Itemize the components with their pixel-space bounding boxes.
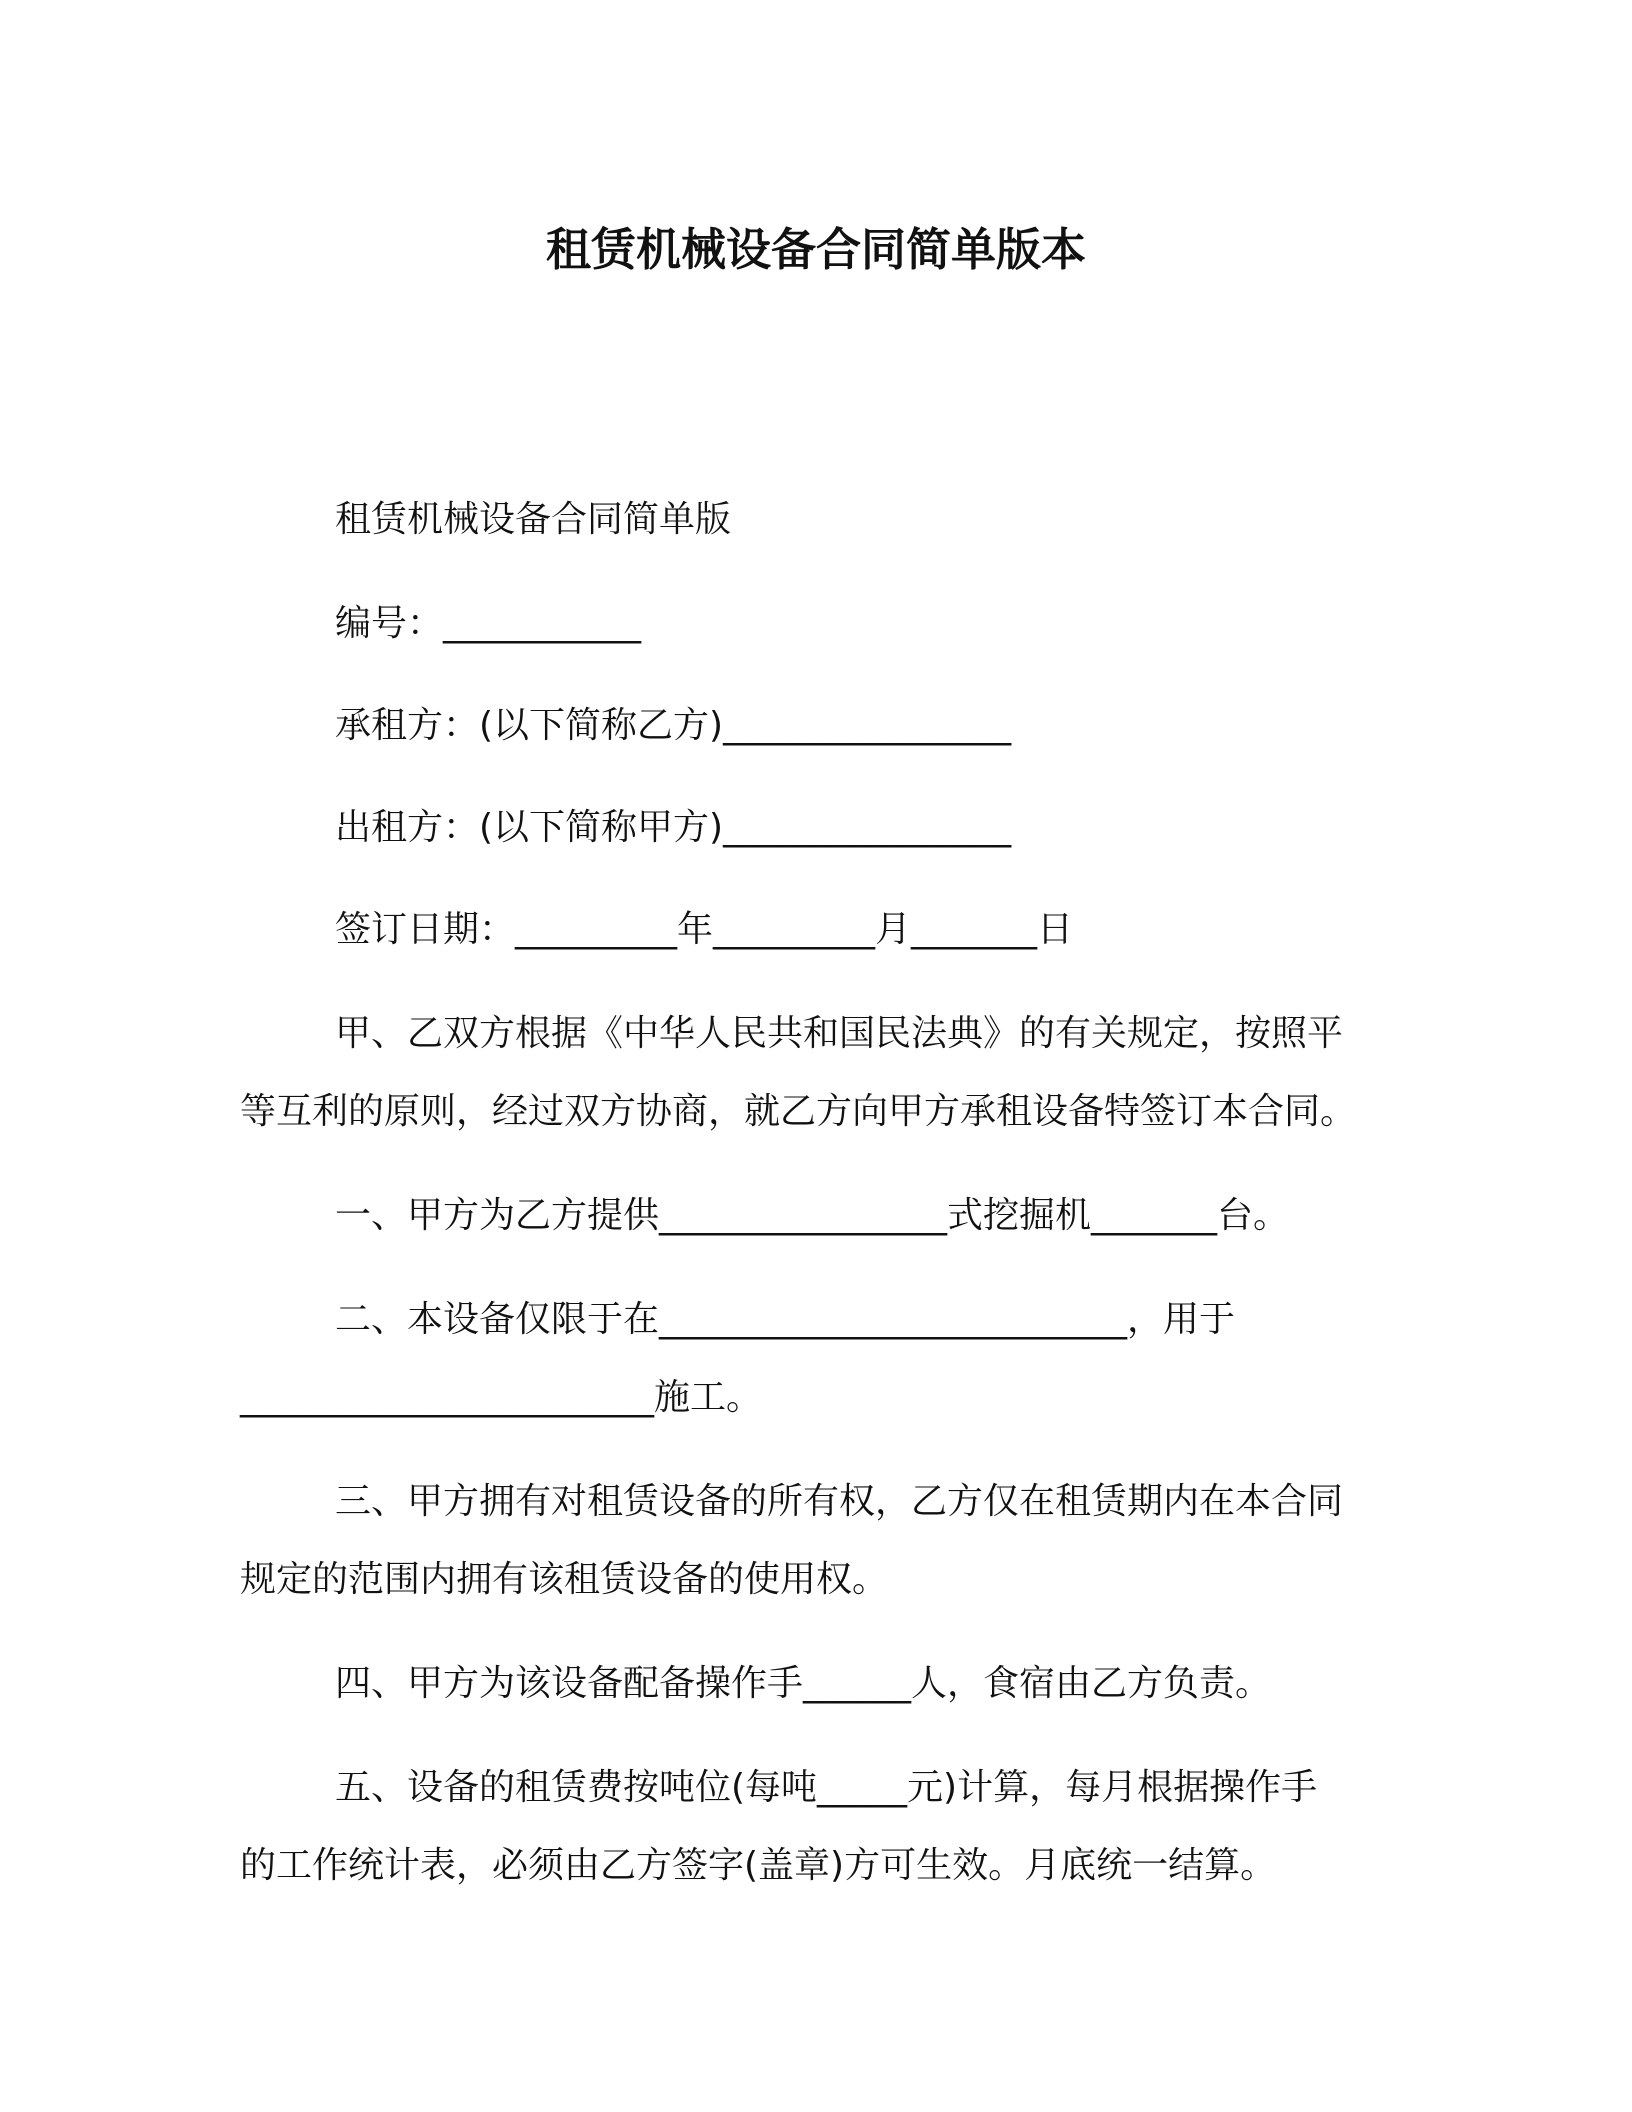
preamble-line-1: 甲、乙双方根据《中华人民共和国民法典》的有关规定，按照平	[335, 1013, 1344, 1054]
contract-number-line: 编号：___________	[335, 603, 642, 644]
preamble-line-2: 等互利的原则，经过双方协商，就乙方向甲方承租设备特签订本合同。	[240, 1091, 1357, 1132]
clause-2-line-1: 二、本设备仅限于在__________________________，用于	[335, 1299, 1236, 1340]
clause-3-line-1: 三、甲方拥有对租赁设备的所有权，乙方仅在租赁期内在本合同	[335, 1481, 1344, 1522]
lessee-line: 承租方：(以下简称乙方)________________	[335, 705, 1012, 746]
document-subtitle: 租赁机械设备合同简单版	[335, 499, 732, 540]
signing-date-line: 签订日期：_________年_________月_______日	[335, 909, 1074, 950]
lessor-line: 出租方：(以下简称甲方)________________	[335, 807, 1012, 848]
clause-1: 一、甲方为乙方提供________________式挖掘机_______台。	[335, 1195, 1290, 1236]
clause-4: 四、甲方为该设备配备操作手______人，食宿由乙方负责。	[335, 1663, 1272, 1704]
clause-2-line-2: _______________________施工。	[240, 1377, 763, 1418]
clause-5-line-1: 五、设备的租赁费按吨位(每吨_____元)计算，每月根据操作手	[335, 1767, 1318, 1808]
clause-3-line-2: 规定的范围内拥有该租赁设备的使用权。	[240, 1559, 889, 1600]
document-title: 租赁机械设备合同简单版本	[545, 223, 1086, 276]
clause-5-line-2: 的工作统计表，必须由乙方签字(盖章)方可生效。月底统一结算。	[240, 1845, 1277, 1886]
